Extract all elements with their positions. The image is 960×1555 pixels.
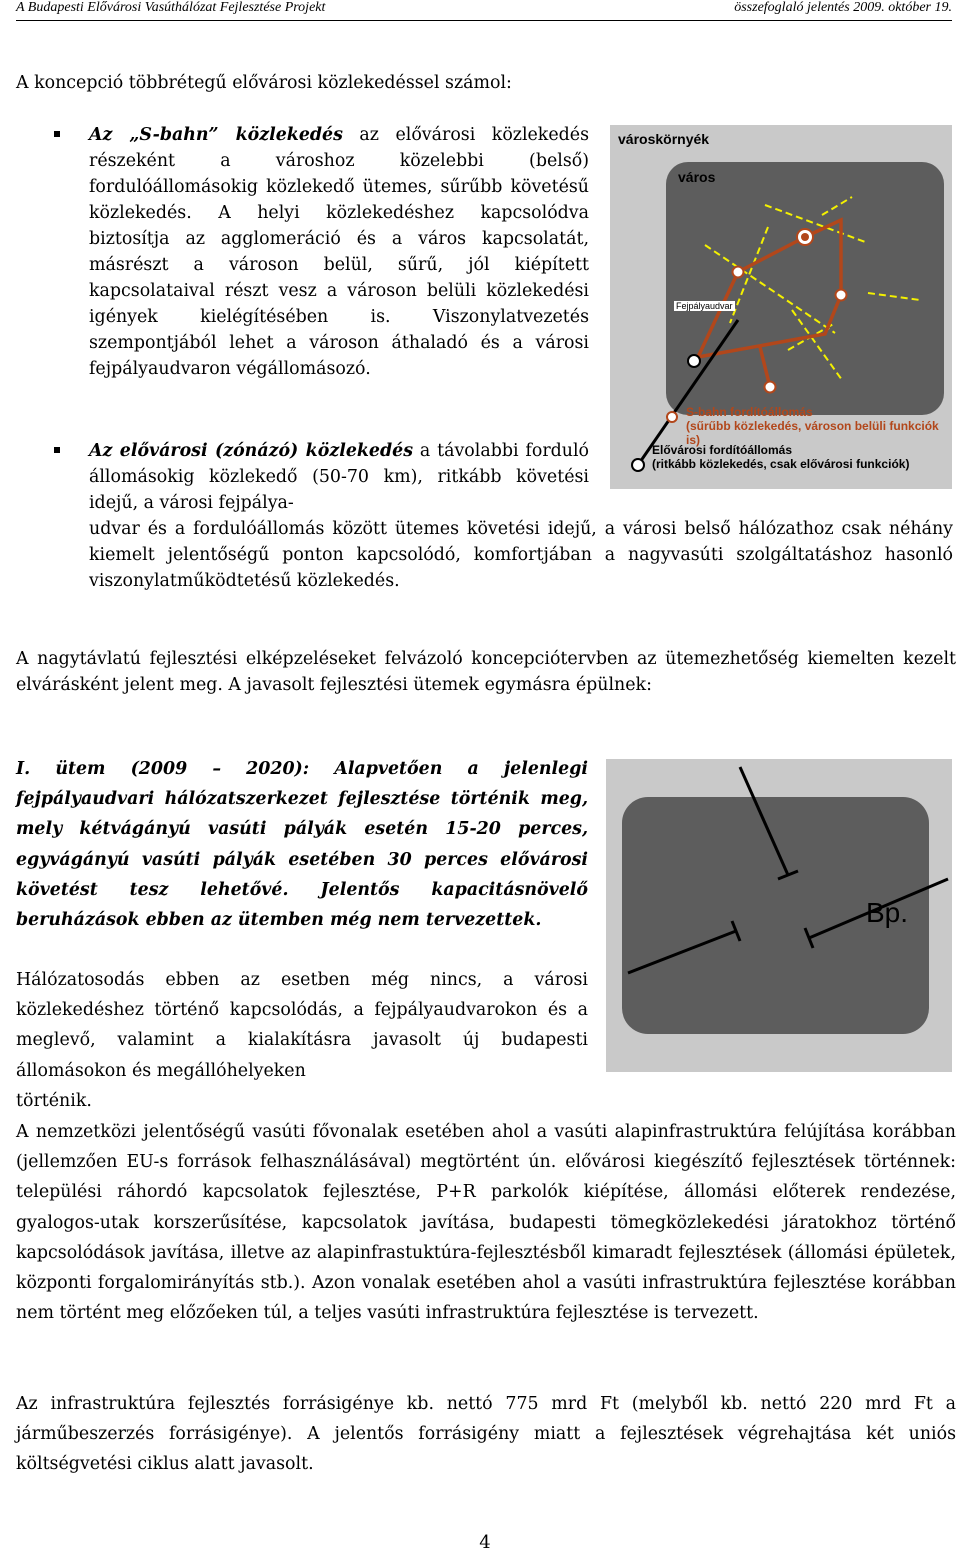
suburban-bullet-lead: Az elővárosi (zónázó) közlekedés bbox=[89, 441, 414, 461]
label-terminal: Fejpályaudvar bbox=[676, 301, 733, 311]
sbahn-bullet-lead: Az „S-bahn” közlekedés bbox=[89, 125, 343, 145]
legend-suburban-title: Elővárosi fordítóállomás bbox=[652, 443, 793, 457]
page-number: 4 bbox=[479, 1532, 491, 1553]
page-header bbox=[16, 0, 952, 21]
suburban-bullet-narrow bbox=[89, 438, 589, 516]
bullet-marker bbox=[54, 447, 60, 453]
legend-sbahn bbox=[686, 405, 952, 447]
national-lines-paragraph: A nemzetközi jelentőségű vasúti fővonalak esetében ahol a vasúti alapinfrastruktúra felújítása korábban (jellemzően EU-s források felhasználásával) megtörtént ún. elővárosi kiegészítő fejlesztések történnek: települési ráhordó kapcsolatok fejlesztése, P+R parkolók kiépítése, állomási előterek rendezése, gyalogos-utak korszerűsítése, kapcsolatok javítása, budapesti tömegközlekedési járatokhoz történő kapcsolódások javítása, illetve az alapinfrastuktúra-fejlesztésből kimaradt fejlesztések (állomási épületek, központi forgalomirányítás stb.). Azon vonalak esetében ahol a vasúti infrastruktúra fejlesztése korábban nem történt meg előzőeken túl, a teljes vasúti infrastruktúra fejlesztése is tervezett. bbox=[16, 1122, 956, 1324]
legend-sbahn-title: S-bahn fordítóállomás bbox=[686, 405, 813, 419]
stage1-networking-wide: történik. bbox=[16, 1091, 92, 1111]
suburban-bullet-wide: udvar és a fordulóállomás között ütemes követési idejű, a városi belső hálózathoz csak néhány kiemelt jelentőségű ponton kapcsolódó, komfortjában a nagyvasúti szolgáltatáshoz hasonló viszonylatműködtetésű közlekedés. bbox=[89, 519, 953, 591]
legend-suburban-desc: (ritkább közlekedés, csak elővárosi funkciók) bbox=[652, 457, 910, 471]
sbahn-bullet-text: az elővárosi közlekedés részeként a városhoz közelebbi (belső) fordulóállomásokig közlekedő ütemes, sűrűbb követésű közlekedés. A helyi közlekedéshez kapcsolódva biztosítja az agglomeráció és a város kapcsolatát, másrészt a városon belül, sűrű, jól kiépített kapcsolataival részt vesz a városon belüli közlekedési igények kielégítésében is. Viszonylatvezetés szempontjából lehet a városon áthaladó és a városi fejpályaudvaron végállomásozó. bbox=[89, 125, 589, 379]
stage1-networking-narrow: Hálózatosodás ebben az esetben még nincs, a városi közlekedéshez történő kapcsolódás, a fejpályaudvarokon és a meglevő, valamint a kialakításra javasolt új budapesti állomásokon és megállóhelyeken bbox=[16, 970, 588, 1081]
label-city: város bbox=[678, 169, 716, 185]
cost-paragraph: Az infrastruktúra fejlesztés forrásigénye kb. nettó 775 mrd Ft (melyből kb. nettó 220 mrd Ft a járműbeszerzés forrásigénye). A jelentős forrásigény miatt a fejlesztések végrehajtása két uniós költségvetési ciklus alatt javasolt. bbox=[16, 1394, 956, 1475]
budapest-label: Bp. bbox=[866, 897, 909, 928]
sbahn-bullet bbox=[89, 122, 589, 382]
stage1-network-figure bbox=[606, 759, 952, 1072]
network-concept-figure bbox=[610, 125, 952, 489]
legend-sbahn-desc: (sűrűbb közlekedés, városon belüli funkciók is) bbox=[686, 419, 939, 447]
legend-suburban bbox=[652, 443, 909, 471]
header-report-date: összefoglaló jelentés 2009. október 19. bbox=[734, 0, 952, 15]
suburban-bullet-text: a távolabbi forduló állomásokig közlekedő (50-70 km), ritkább követési idejű, a városi fejpálya- bbox=[89, 441, 589, 513]
stage1-description: I. ütem (2009 – 2020): Alapvetően a jelenlegi fejpályaudvari hálózatszerkezet fejlesztése történik meg, mely kétvágányú vasúti pályák esetén 15-20 perces, egyvágányú vasúti pályák esetében 30 perces elővárosi követést tesz lehetővé. Jelentős kapacitásnövelő beruházások ebben az ütemben még nem tervezettek. bbox=[16, 759, 588, 931]
intro-paragraph: A koncepció többrétegű elővárosi közlekedéssel számol: bbox=[16, 73, 512, 93]
bullet-marker bbox=[54, 131, 60, 137]
stages-paragraph: A nagytávlatú fejlesztési elképzeléseket felvázoló koncepciótervben az ütemezhetőség kiemelten kezelt elvárásként jelent meg. A javasolt fejlesztési ütemek egymásra épülnek: bbox=[16, 649, 956, 695]
header-project-title: A Budapesti Elővárosi Vasúthálózat Fejlesztése Projekt bbox=[16, 0, 326, 15]
label-agglomeration: városkörnyék bbox=[618, 131, 710, 147]
